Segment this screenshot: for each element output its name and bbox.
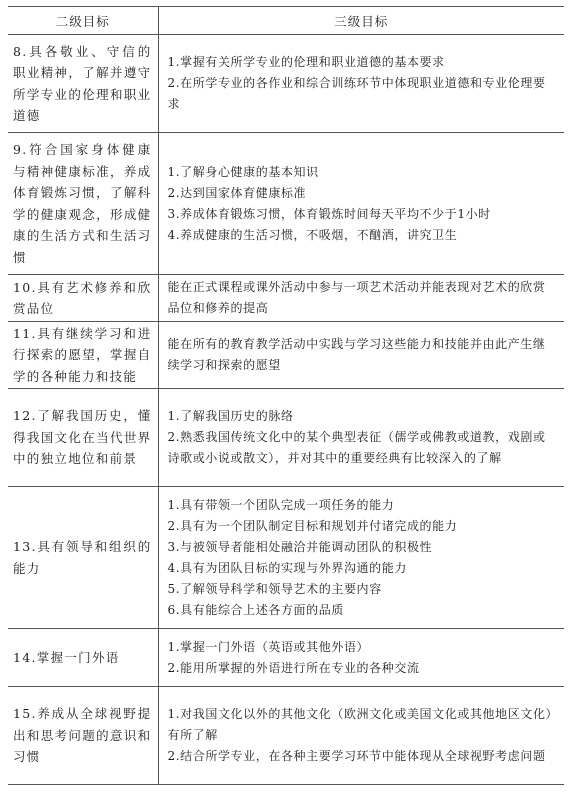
table-row [8,389,564,487]
table-row [8,35,564,133]
third-level-goal-item: 能在正式课程或课外活动中参与一项艺术活动并能表现对艺术的欣赏品位和修养的提高 [167,280,546,315]
second-level-goal-cell: 12.了解我国历史，懂得我国文化在当代世界中的独立地位和前景 [8,389,158,487]
goals-table [8,6,564,785]
third-level-goal-cell [158,133,564,275]
third-level-goal-cell [158,687,564,785]
third-level-goal-item: 4.养成健康的生活习惯，不吸烟，不酗酒，讲究卫生 [167,227,458,242]
table-row [8,275,564,322]
third-level-goal-item: 2.能用所掌握的外语进行所在专业的各种交流 [167,660,420,675]
second-level-goal-cell: 11.具有继续学习和进行探索的愿望，掌握自学的各种能力和技能 [8,322,158,389]
header-second-level-goal: 二级目标 [8,7,158,35]
third-level-goal-item: 3.养成体育锻炼习惯，体育锻炼时间每天平均不少于1小时 [167,206,491,221]
second-level-goal-cell: 15.养成从全球视野提出和思考问题的意识和习惯 [8,687,158,785]
third-level-goal-item: 2.熟悉我国传统文化中的某个典型表征（儒学或佛教或道教，戏剧或诗歌或小说或散文），并对其中的重要经典有比较深入的了解 [167,430,546,465]
third-level-goal-item: 1.了解身心健康的基本知识 [167,164,319,179]
second-level-goal-cell: 8.具各敬业、守信的职业精神，了解并遵守所学专业的伦理和职业道德 [8,35,158,133]
third-level-goal-item: 能在所有的教育教学活动中实践与学习这些能力和技能并由此产生继续学习和探索的愿望 [167,337,546,372]
third-level-goal-item: 2.在所学专业的各作业和综合训练环节中体现职业道德和专业伦理要求 [167,76,546,111]
second-level-goal-cell: 13.具有领导和组织的能力 [8,487,158,629]
third-level-goal-item: 2.结合所学专业，在各种主要学习环节中能体现从全球视野考虑问题 [167,749,546,763]
third-level-goal-cell [158,389,564,487]
third-level-goal-cell [158,629,564,687]
third-level-goal-cell [158,35,564,133]
third-level-goal-item: 2.具有为一个团队制定目标和规划并付诸完成的能力 [167,518,458,533]
third-level-goal-cell [158,275,564,322]
third-level-goal-item: 2.达到国家体育健康标准 [167,185,307,200]
second-level-goal-cell: 14.掌握一门外语 [8,629,158,687]
second-level-goal-cell: 9.符合国家身体健康与精神健康标准，养成体育锻炼习惯，了解科学的健康观念，形成健康的生活方式和生活习惯 [8,133,158,275]
table-row [8,133,564,275]
header-third-level-goal: 三级目标 [158,7,564,35]
third-level-goal-cell [158,487,564,629]
table-header-row [8,7,564,35]
second-level-goal-cell: 10.具有艺术修养和欣赏品位 [8,275,158,322]
third-level-goal-item: 1.对我国文化以外的其他文化（欧洲文化或美国文化或其他地区文化）有所了解 [167,707,553,742]
third-level-goal-item: 1.掌握有关所学专业的伦理和职业道德的基本要求 [167,55,445,69]
table-row [8,629,564,687]
third-level-goal-item: 3.与被领导者能相处融洽并能调动团队的积极性 [167,539,433,554]
table-row [8,487,564,629]
third-level-goal-item: 1.具有带领一个团队完成一项任务的能力 [167,497,395,512]
third-level-goal-item: 4.具有为团队目标的实现与外界沟通的能力 [167,560,407,575]
third-level-goal-cell [158,322,564,389]
table-body [8,35,564,785]
third-level-goal-item: 1.了解我国历史的脉络 [167,409,294,423]
third-level-goal-item: 6.具有能综合上述各方面的品质 [167,602,344,617]
table-row [8,322,564,389]
table-row [8,687,564,785]
third-level-goal-item: 1.掌握一门外语（英语或其他外语） [167,639,370,654]
third-level-goal-item: 5.了解领导科学和领导艺术的主要内容 [167,581,382,596]
